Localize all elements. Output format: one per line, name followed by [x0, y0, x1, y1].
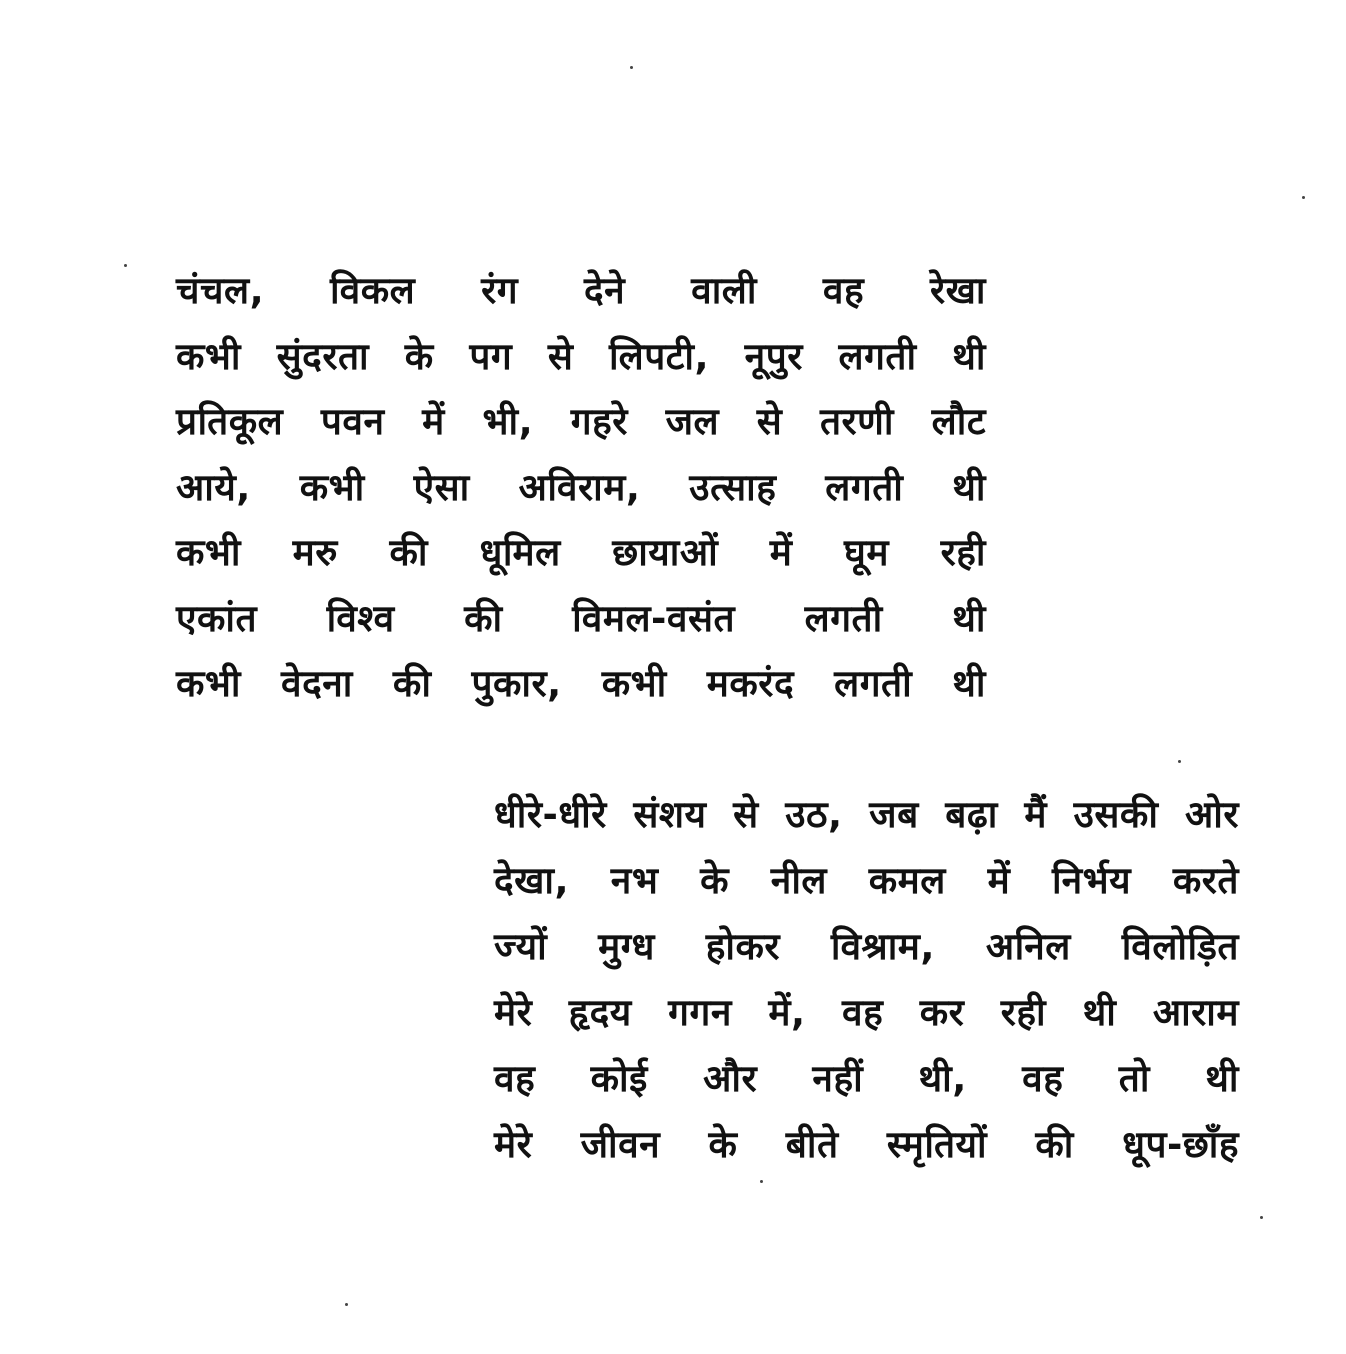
scan-speck [630, 66, 633, 69]
verse-line: कभी वेदना की पुकार, कभी मकरंद लगती थी [176, 662, 986, 705]
stanza-one [176, 258, 986, 717]
verse-line: चंचल, विकल रंग देने वाली वह रेखा [176, 269, 986, 312]
verse-line: मेरे जीवन के बीते स्मृतियों की धूप-छाँह [494, 1123, 1239, 1166]
scan-speck [124, 264, 127, 267]
scan-speck [345, 1303, 348, 1306]
verse-line: कभी सुंदरता के पग से लिपटी, नूपुर लगती थी [176, 334, 986, 378]
stanza-two [494, 782, 1239, 1178]
scan-speck [760, 1180, 763, 1183]
verse-line: प्रतिकूल पवन में भी, गहरे जल से तरणी लौट [176, 400, 986, 443]
scan-speck [1178, 760, 1181, 763]
verse-line: मेरे हृदय गगन में, वह कर रही थी आराम [494, 991, 1239, 1034]
verse-line: धीरे-धीरे संशय से उठ, जब बढ़ा मैं उसकी ओर [494, 793, 1239, 836]
verse-line: देखा, नभ के नील कमल में निर्भय करते [494, 859, 1239, 902]
verse-line: ज्यों मुग्ध होकर विश्राम, अनिल विलोड़ित [494, 925, 1239, 968]
verse-line: कभी मरु की धूमिल छायाओं में घूम रही [176, 531, 986, 574]
scan-speck [1302, 196, 1305, 199]
scan-speck [1260, 1216, 1263, 1219]
verse-line: एकांत विश्व की विमल-वसंत लगती थी [176, 596, 986, 640]
verse-line: वह कोई और नहीं थी, वह तो थी [494, 1057, 1239, 1100]
verse-line: आये, कभी ऐसा अविराम, उत्साह लगती थी [176, 465, 986, 509]
